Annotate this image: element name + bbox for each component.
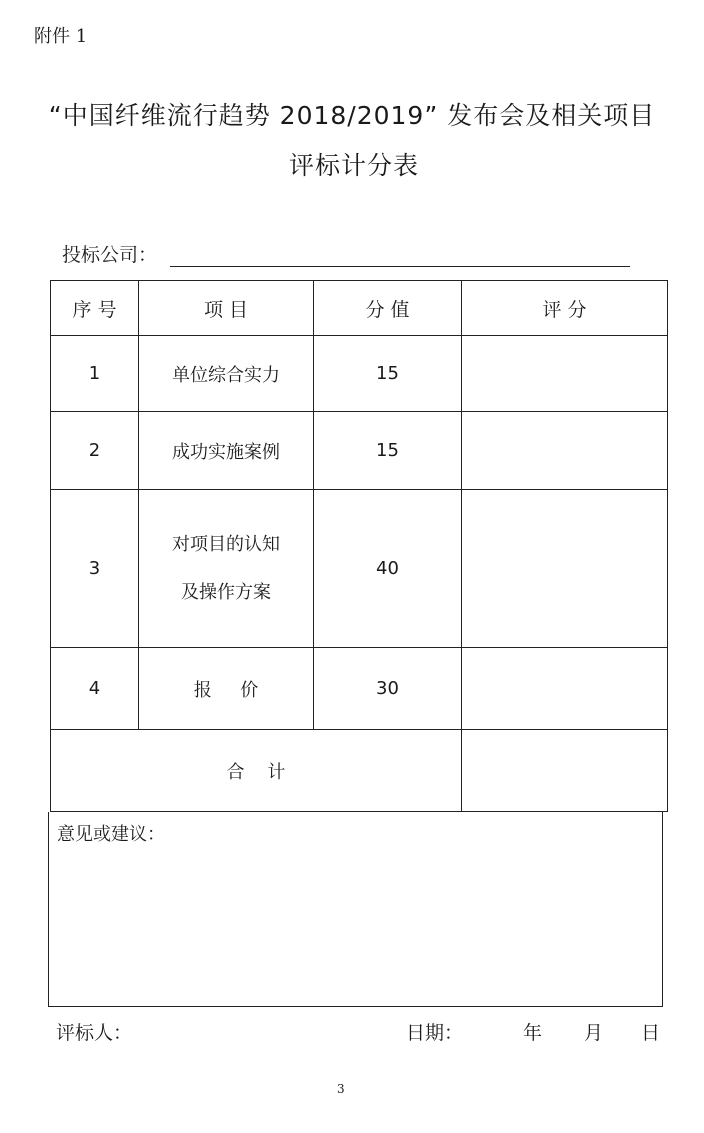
month-label: 月 <box>584 1022 604 1044</box>
row-score: 30 <box>314 648 462 730</box>
total-label: 合 计 <box>51 730 462 812</box>
table-row <box>51 490 668 648</box>
row-evaluation-cell[interactable] <box>462 648 668 730</box>
row-item-line: 及操作方案 <box>181 581 271 603</box>
row-score: 15 <box>314 336 462 412</box>
row-evaluation-cell[interactable] <box>462 490 668 648</box>
bidder-company-blank[interactable] <box>170 266 630 267</box>
row-score: 40 <box>314 490 462 648</box>
header-evaluation: 评 分 <box>462 281 668 336</box>
total-row <box>51 730 668 812</box>
day-label: 日 <box>641 1022 661 1044</box>
row-item <box>139 490 314 648</box>
row-item: 单位综合实力 <box>139 336 314 412</box>
document-title-line2: 评标计分表 <box>288 151 419 180</box>
table-row <box>51 648 668 730</box>
header-no: 序 号 <box>51 281 139 336</box>
row-item: 成功实施案例 <box>139 412 314 490</box>
evaluator-label: 评标人： <box>56 1022 133 1044</box>
table-row <box>51 412 668 490</box>
date-label: 日期： <box>406 1022 464 1044</box>
scoring-table <box>50 280 668 812</box>
row-no: 4 <box>51 648 139 730</box>
row-no: 2 <box>51 412 139 490</box>
header-score: 分 值 <box>314 281 462 336</box>
opinion-box[interactable] <box>48 812 663 1007</box>
total-value-cell[interactable] <box>462 730 668 812</box>
row-item: 报 价 <box>139 648 314 730</box>
table-header-row <box>51 281 668 336</box>
document-title-line1: “中国纤维流行趋势 2018/2019” 发布会及相关项目 <box>48 101 656 130</box>
year-label: 年 <box>523 1022 543 1044</box>
row-item-line: 对项目的认知 <box>172 533 280 555</box>
row-evaluation-cell[interactable] <box>462 336 668 412</box>
row-no: 3 <box>51 490 139 648</box>
header-item: 项 目 <box>139 281 314 336</box>
row-no: 1 <box>51 336 139 412</box>
table-row <box>51 336 668 412</box>
page-number: 3 <box>337 1082 345 1096</box>
opinion-label: 意见或建议： <box>57 824 165 845</box>
row-evaluation-cell[interactable] <box>462 412 668 490</box>
row-score: 15 <box>314 412 462 490</box>
attachment-label: 附件 1 <box>34 26 88 47</box>
bidder-company-label: 投标公司： <box>62 244 158 266</box>
